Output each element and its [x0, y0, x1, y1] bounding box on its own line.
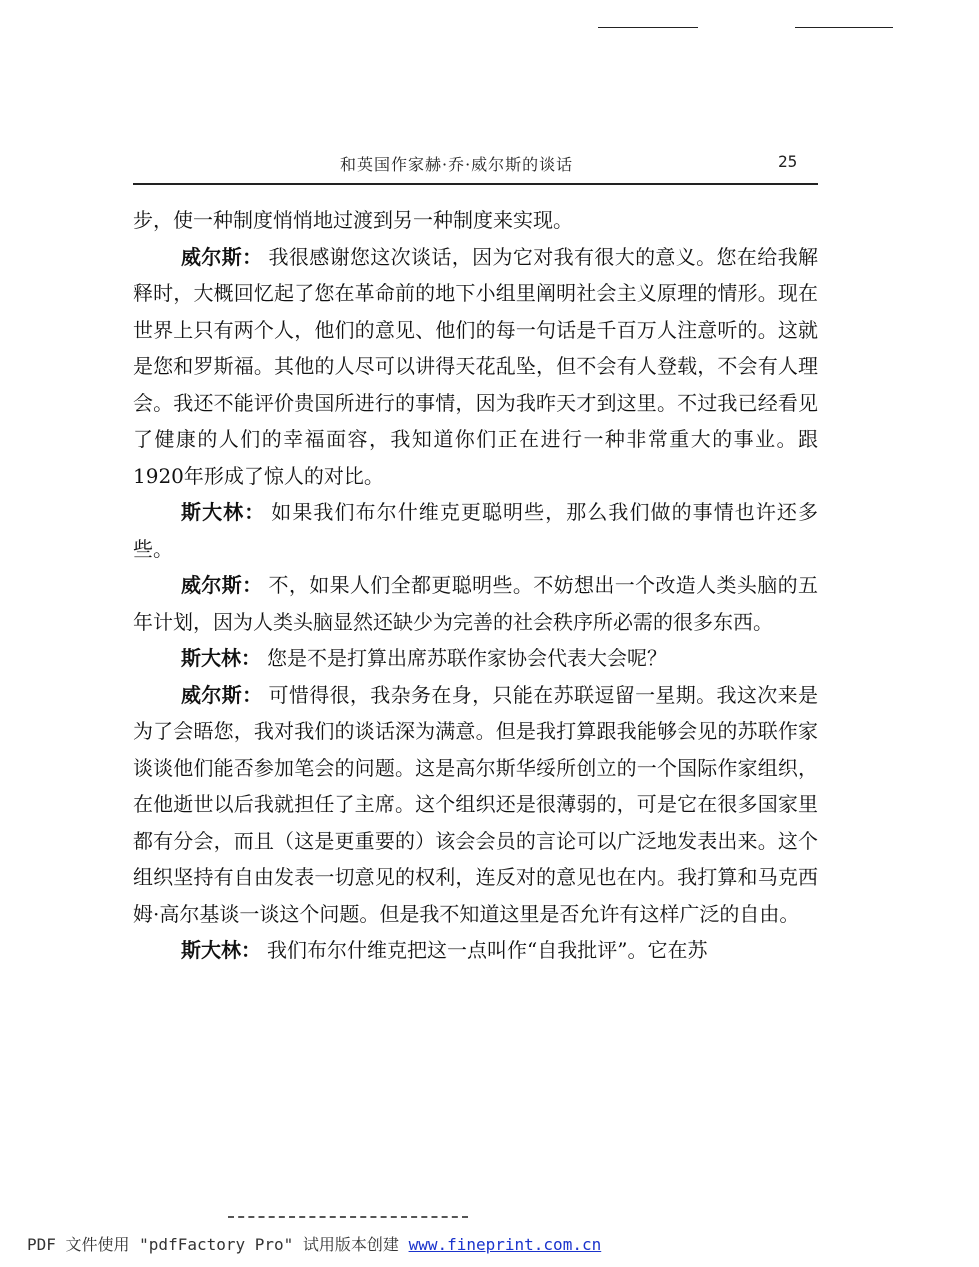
paragraph-text: 我很感谢您这次谈话，因为它对我有很大的意义。您在给我解释时，大概回忆起了您在革命前的地下小组里阐明社会主义原理的情形。现在世界上只有两个人，他们的意见、他们的每一句话是千百万人注意听的。这就是您和罗斯福。其他的人尽可以讲得天花乱坠，但不会有人登载，不会有人理会。我还不能评价贵国所进行的事情，因为我昨天才到这里。不过我已经看见了健康的人们的幸福面容，我知道你们正在进行一种非常重大的事业。跟1920年形成了惊人的对比。	[133, 244, 819, 488]
header-rule	[133, 183, 818, 185]
paragraph	[133, 677, 818, 933]
footer-text: PDF 文件使用 "pdfFactory Pro" 试用版本创建	[27, 1235, 409, 1254]
footer-link[interactable]: www.fineprint.com.cn	[408, 1235, 602, 1254]
speaker-label: 威尔斯：	[181, 573, 263, 597]
pdf-footer	[27, 1232, 601, 1255]
paragraph-text: 如果我们布尔什维克更聪明些，那么我们做的事情也许还多些。	[133, 500, 819, 561]
speaker-label: 斯大林：	[181, 938, 261, 962]
page-number: 25	[778, 152, 798, 171]
paragraph	[133, 202, 818, 239]
top-rule-left	[598, 27, 698, 28]
paragraph	[133, 494, 818, 567]
paragraph	[133, 640, 818, 677]
paragraph	[133, 567, 818, 640]
speaker-label: 威尔斯：	[181, 244, 263, 269]
paragraph-text: 您是不是打算出席苏联作家协会代表大会呢？	[267, 646, 667, 670]
paragraph-text: 不，如果人们全都更聪明些。不妨想出一个改造人类头脑的五年计划，因为人类头脑显然还缺少为完善的社会秩序所必需的很多东西。	[133, 573, 819, 634]
bottom-scan-smudge	[228, 1216, 468, 1218]
speaker-label: 威尔斯：	[181, 682, 263, 707]
speaker-label: 斯大林：	[181, 500, 266, 524]
speaker-label: 斯大林：	[181, 646, 261, 670]
top-rule-right	[795, 27, 893, 28]
paragraph	[133, 932, 818, 969]
body-text	[133, 202, 818, 969]
paragraph-text: 可惜得很，我杂务在身，只能在苏联逗留一星期。我这次来是为了会晤您，我对我们的谈话深为满意。但是我打算跟我能够会见的苏联作家谈谈他们能否参加笔会的问题。这是高尔斯华绥所创立的一个国际作家组织，在他逝世以后我就担任了主席。这个组织还是很薄弱的，可是它在很多国家里都有分会，而且（这是更重要的）该会会员的言论可以广泛地发表出来。这个组织坚持有自由发表一切意见的权利，连反对的意见也在内。我打算和马克西姆·高尔基谈一谈这个问题。但是我不知道这里是否允许有这样广泛的自由。	[133, 682, 819, 926]
paragraph	[133, 239, 818, 495]
paragraph-text: 步，使一种制度悄悄地过渡到另一种制度来实现。	[133, 208, 573, 232]
running-title: 和英国作家赫·乔·威尔斯的谈话	[340, 155, 574, 174]
paragraph-text: 我们布尔什维克把这一点叫作“自我批评”。它在苏	[267, 938, 708, 962]
